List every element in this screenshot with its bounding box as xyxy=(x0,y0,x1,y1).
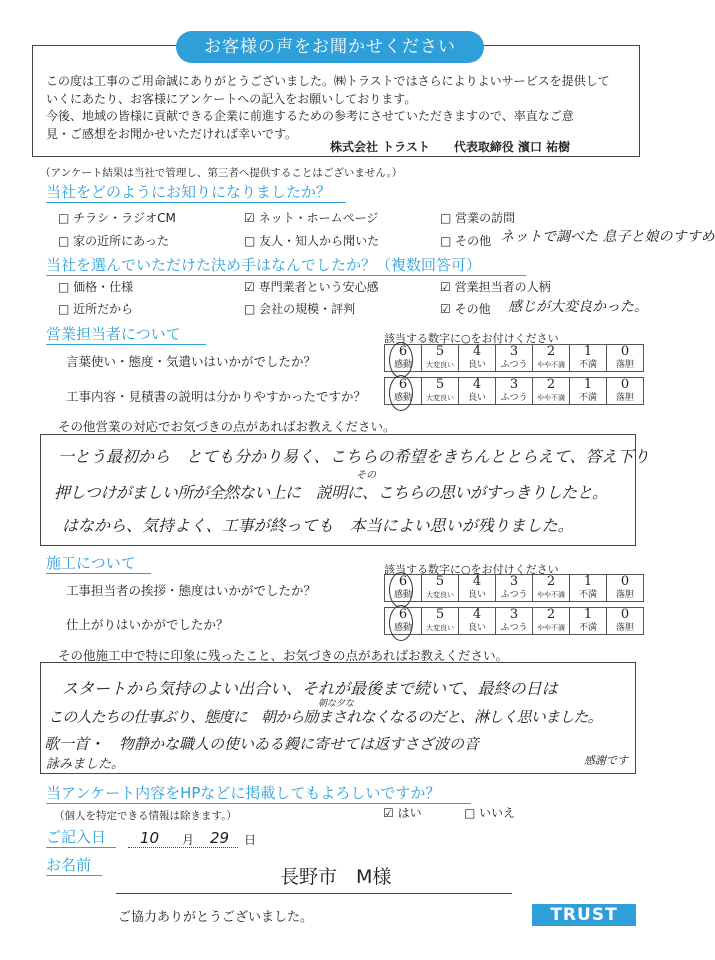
construction-rating-1-circle xyxy=(389,572,413,608)
rating-cell[interactable]: 6 感動 xyxy=(385,608,422,635)
rating-cell[interactable]: 4 良い xyxy=(459,608,496,635)
sales-question-1: 言葉使い・態度・気遣いはいかがでしたか？ xyxy=(66,354,317,369)
rating-cell[interactable]: 1 不満 xyxy=(570,575,607,602)
privacy-note: （アンケート結果は当社で管理し、第三者へ提供することはございません。） xyxy=(40,167,403,179)
rating-cell[interactable]: 2 やや不満 xyxy=(533,378,570,405)
rating-cell[interactable]: 4 良い xyxy=(459,575,496,602)
name-label: お名前 xyxy=(46,856,92,874)
construction-comment-tail: 感謝です xyxy=(584,754,628,767)
publish-note: （個人を特定できる情報は除きます。） xyxy=(54,810,237,822)
q1-option-visit[interactable]: □ 営業の訪問 xyxy=(440,211,516,225)
construction-rating-1 xyxy=(384,574,644,602)
trust-logo: TRUST xyxy=(532,904,636,926)
date-day-unit: 日 xyxy=(244,833,257,847)
intro-line: この度は工事のご用命誠にありがとうございました。㈱トラストではさらによりよいサービスを提供して xyxy=(46,74,610,88)
q2-option-specialist[interactable]: ☑ 専門業者という安心感 xyxy=(244,280,379,294)
construction-rating-2 xyxy=(384,607,644,635)
sales-comment-insert: その xyxy=(356,470,376,481)
q2-option-nearby[interactable]: □ 近所だから xyxy=(58,302,134,316)
rating-cell[interactable]: 3 ふつう xyxy=(496,608,533,635)
sales-rating-hint: 該当する数字に○をお付けください xyxy=(384,332,559,345)
date-month-unit: 月 xyxy=(182,833,195,847)
sales-rating-2 xyxy=(384,377,644,405)
date-label: ご記入日 xyxy=(46,828,107,846)
sales-comment-line: 押しつけがましい所が全然ない上に 説明に、こちらの思いがすっきりしたと。 xyxy=(54,483,608,502)
sales-heading: 営業担当者について xyxy=(46,325,181,343)
rating-cell[interactable]: 2 やや不満 xyxy=(533,575,570,602)
sales-comment-line: はなから、気持よく、工事が終っても 本当によい思いが残りました。 xyxy=(62,516,574,535)
rating-cell[interactable]: 2 やや不満 xyxy=(533,345,570,372)
q1-heading: 当社をどのようにお知りになりましたか？ xyxy=(46,183,332,201)
rating-cell[interactable]: 1 不満 xyxy=(570,378,607,405)
q1-option-other[interactable]: □ その他 xyxy=(440,234,492,248)
rating-cell[interactable]: 4 良い xyxy=(459,345,496,372)
date-underline xyxy=(46,847,116,849)
q2-option-price[interactable]: □ 価格・仕様 xyxy=(58,280,134,294)
sales-rating-1-circle xyxy=(389,342,413,378)
rating-cell[interactable]: 0 落胆 xyxy=(607,575,644,602)
q1-underline xyxy=(46,202,346,204)
construction-comment-line: 歌一首・ 物静かな職人の使いゐる鏝に寄せては返すさざ波の音 xyxy=(44,735,480,753)
name-value: 長野市 M様 xyxy=(280,866,392,888)
sales-underline xyxy=(46,344,206,346)
date-day-value: 29 xyxy=(210,829,230,847)
q2-option-staff[interactable]: ☑ 営業担当者の人柄 xyxy=(440,280,551,294)
publish-no-option[interactable]: □ いいえ xyxy=(464,806,516,820)
construction-comment-line: この人たちの仕事ぶり、態度に 朝から励まされなくなるのだと、淋しく思いました。 xyxy=(48,708,602,726)
construction-rating-2-circle xyxy=(389,605,413,641)
name-field-line[interactable] xyxy=(116,893,512,895)
sales-rating-1 xyxy=(384,344,644,372)
construction-question-2: 仕上がりはいかがでしたか？ xyxy=(66,617,229,632)
rating-cell[interactable]: 1 不満 xyxy=(570,345,607,372)
construction-heading: 施工について xyxy=(46,554,136,572)
q2-heading: 当社を選んでいただけた決め手はなんでしたか？（複数回答可） xyxy=(46,256,482,274)
date-field-line[interactable] xyxy=(128,847,238,849)
name-underline xyxy=(46,875,102,877)
intro-line: いくにあたり、お客様にアンケートへの記入をお願いしております。 xyxy=(46,91,417,106)
sales-question-2: 工事内容・見積書の説明は分かりやすかったですか？ xyxy=(66,389,367,404)
publish-heading: 当アンケート内容をHPなどに掲載してもよろしいですか？ xyxy=(46,784,441,802)
publish-yes-option[interactable]: ☑ はい xyxy=(383,806,422,820)
construction-rating-hint: 該当する数字に○をお付けください xyxy=(384,563,559,576)
q1-option-friend[interactable]: □ 友人・知人から聞いた xyxy=(244,234,380,248)
rating-cell[interactable]: 3 ふつう xyxy=(496,345,533,372)
construction-underline xyxy=(46,573,151,575)
sales-rating-2-circle xyxy=(389,375,413,411)
rating-cell[interactable]: 5 大変良い xyxy=(422,575,459,602)
date-month-value: 10 xyxy=(140,829,160,847)
rating-cell[interactable]: 6 感動 xyxy=(385,575,422,602)
q1-option-web[interactable]: ☑ ネット・ホームページ xyxy=(244,211,379,225)
q1-other-answer: ネットで調べた 息子と娘のすすめ xyxy=(500,229,715,245)
construction-question-1: 工事担当者の挨拶・態度はいかがでしたか？ xyxy=(66,583,317,598)
rating-cell[interactable]: 4 良い xyxy=(459,378,496,405)
q2-other-answer: 感じが大変良かった。 xyxy=(508,299,648,315)
q2-option-scale[interactable]: □ 会社の規模・評判 xyxy=(244,302,356,316)
construction-comment-line: 詠みました。 xyxy=(46,757,125,772)
company-signature: 株式会社 トラスト 代表取締役 濱口 祐樹 xyxy=(330,140,571,154)
rating-cell[interactable]: 1 不満 xyxy=(570,608,607,635)
rating-cell[interactable]: 3 ふつう xyxy=(496,378,533,405)
q2-option-other[interactable]: ☑ その他 xyxy=(440,302,491,316)
construction-comment-insert: 朝な夕な xyxy=(318,699,355,709)
q1-option-nearby[interactable]: □ 家の近所にあった xyxy=(58,234,170,248)
thanks-message: ご協力ありがとうございました。 xyxy=(118,910,314,925)
construction-free-label: その他施工中で特に印象に残ったこと、お気づきの点があればお教えください。 xyxy=(58,648,509,663)
intro-text xyxy=(46,73,631,143)
q1-option-flyer[interactable]: □ チラシ・ラジオCM xyxy=(58,211,176,225)
rating-cell[interactable]: 0 落胆 xyxy=(607,345,644,372)
rating-cell[interactable]: 5 大変良い xyxy=(422,345,459,372)
rating-cell[interactable]: 6 感動 xyxy=(385,378,422,405)
sales-free-label: その他営業の対応でお気づきの点があればお教えください。 xyxy=(58,419,396,434)
rating-cell[interactable]: 6 感動 xyxy=(385,345,422,372)
rating-cell[interactable]: 0 落胆 xyxy=(607,608,644,635)
rating-cell[interactable]: 2 やや不満 xyxy=(533,608,570,635)
intro-line: 今後、地域の皆様に貢献できる企業に前進するための参考にさせていただきますので、率直なご意 xyxy=(46,109,574,123)
rating-cell[interactable]: 5 大変良い xyxy=(422,378,459,405)
rating-cell[interactable]: 0 落胆 xyxy=(607,378,644,405)
q2-underline xyxy=(46,275,526,277)
construction-comment-line: スタートから気持のよい出合い、それが最後まで続いて、最終の日は xyxy=(62,679,558,698)
rating-cell[interactable]: 3 ふつう xyxy=(496,575,533,602)
intro-line: 見・ご感想をお聞かせいただければ幸いです。 xyxy=(46,126,298,141)
rating-cell[interactable]: 5 大変良い xyxy=(422,608,459,635)
sales-comment-line: 一とう最初から とても分かり易く、こちらの希望をきちんととらえて、答え下り xyxy=(58,447,650,466)
survey-title: お客様の声をお聞かせください xyxy=(176,31,484,63)
